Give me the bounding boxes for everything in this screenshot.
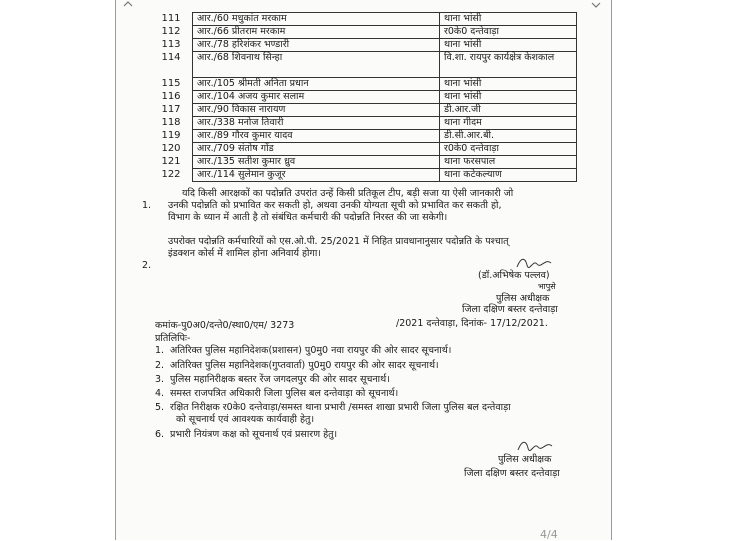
employee-name: आर./66 प्रीतराम मरकाम: [193, 26, 440, 39]
scroll-down-icon[interactable]: [590, 0, 602, 16]
list-item: प्रभारी नियंत्रण कक्ष को सूचनार्थ एवं प्रसारण हेतु।: [170, 429, 338, 440]
list-item: अतिरिक्त पुलिस महानिदेशक(प्रशासन) पु0मु0 नवा रायपुर की ओर सादर सूचनार्थ।: [170, 345, 452, 356]
posting: थाना भांसी: [440, 39, 577, 52]
note-line: यदि किसी आरक्षकों का पदोन्नति उपरांत उन्हें किसी प्रतिकूल टीप, बड़ी सजा या ऐसी जानकारी जो: [182, 188, 514, 199]
signature-scribble: [516, 438, 556, 452]
serial-number: 119: [161, 130, 181, 141]
employee-name: आर./135 सतीश कुमार ध्रुव: [193, 156, 440, 169]
employee-name: आर./78 हरिशंकर भण्डारी: [193, 39, 440, 52]
table-row: [150, 52, 577, 78]
serial-number: 118: [161, 117, 181, 128]
employee-name: आर./68 शिवनाथ सिन्हा: [193, 52, 440, 78]
serial-number: 116: [161, 91, 181, 102]
serial-number: 115: [161, 78, 181, 89]
table-row: [150, 78, 577, 91]
posting: थाना भांसी: [440, 91, 577, 104]
employee-name: आर./114 सुलेमान कुजूर: [193, 169, 440, 182]
employee-name: आर./90 विकास नारायण: [193, 104, 440, 117]
promotion-table: [150, 12, 577, 182]
posting: थाना फरसपाल: [440, 156, 577, 169]
note-number: 1.: [142, 200, 152, 211]
table-row: [150, 91, 577, 104]
officer-title: पुलिस अधीक्षक: [498, 454, 552, 465]
posting: वि.शा. रायपुर कार्यक्षेत्र केशकाल: [440, 52, 577, 78]
note-number: 2.: [142, 260, 152, 271]
serial-number: 120: [161, 143, 181, 154]
table-row: [150, 130, 577, 143]
serial-number: 117: [161, 104, 181, 115]
table-row: [150, 117, 577, 130]
serial-number: 112: [161, 26, 181, 37]
serial-number: 122: [161, 169, 181, 180]
officer-district: जिला दक्षिण बस्तर दन्तेवाड़ा: [462, 304, 558, 315]
officer-title: पुलिस अधीक्षक: [496, 293, 550, 304]
list-item-number: 1.: [155, 345, 165, 356]
list-item: समस्त राजपत्रित अधिकारी जिला पुलिस बल दन्तेवाड़ा को सूचनार्थ।: [170, 388, 399, 399]
list-item-number: 3.: [155, 374, 165, 385]
note-line: उनकी पदोन्नति को प्रभावित कर सकती हो, अथवा उनकी योग्यता सूची को प्रभावित कर सकती हो,: [168, 200, 502, 211]
serial-number: 111: [161, 13, 181, 24]
copy-heading: प्रतिलिपिः-: [155, 333, 191, 344]
place-date: /2021 दन्तेवाड़ा, दिनांक- 17/12/2021.: [396, 318, 548, 329]
note-line: उपरोक्त पदोन्नति कर्मचारियों को एस.ओ.पी. 25/2021 में निहित प्रावधानानुसार पदोन्नति के पश्चात्: [168, 236, 509, 247]
note-line: इंडक्शन कोर्स में शामिल होना अनिवार्य होगा।: [168, 248, 321, 259]
scroll-up-icon[interactable]: [122, 0, 134, 16]
table-row: [150, 39, 577, 52]
employee-name: आर./709 संतोष गोंड: [193, 143, 440, 156]
memo-number: कमांक-पु0अ0/दन्ते0/स्था0/एम/ 3273: [155, 320, 295, 331]
list-item: को सूचनार्थ एवं आवश्यक कार्यवाही हेतु।: [176, 414, 315, 425]
page-number: 4/4: [540, 528, 558, 541]
note-line: विभाग के ध्यान में आती है तो संबंधित कर्मचारी की पदोन्नति निरस्त की जा सकेगी।: [168, 212, 448, 223]
employee-name: आर./105 श्रीमती अनिता प्रधान: [193, 78, 440, 91]
posting: थाना गीदम: [440, 117, 577, 130]
list-item: रक्षित निरीक्षक र0के0 दन्तेवाड़ा/समस्त थाना प्रभारी /समस्त शाखा प्रभारी जिला पुलिस बल दन्तेवाड़ा: [170, 402, 511, 413]
employee-name: आर./89 गौरव कुमार यादव: [193, 130, 440, 143]
list-item-number: 5.: [155, 402, 165, 413]
posting: डी.आर.जी: [440, 104, 577, 117]
table-row: [150, 143, 577, 156]
employee-name: आर./338 मनोज तिवारी: [193, 117, 440, 130]
officer-district: जिला दक्षिण बस्तर दन्तेवाड़ा: [464, 468, 560, 479]
posting: डी.सी.आर.बी.: [440, 130, 577, 143]
officer-name: (डॉ.अभिषेक पल्लव): [478, 270, 550, 281]
posting: र0के0 दन्तेवाड़ा: [440, 26, 577, 39]
employee-name: आर./104 अजय कुमार सलाम: [193, 91, 440, 104]
posting: र0के0 दन्तेवाड़ा: [440, 143, 577, 156]
signature-scribble: [515, 255, 555, 269]
officer-service: भापुसे: [538, 282, 556, 291]
list-item-number: 4.: [155, 388, 165, 399]
serial-number: 114: [161, 51, 181, 63]
serial-number: 121: [161, 156, 181, 167]
posting: थाना भांसी: [440, 13, 577, 26]
list-item-number: 6.: [155, 429, 165, 440]
list-item: अतिरिक्त पुलिस महानिदेशक(गुप्तवार्ता) पु0मु0 रायपुर की ओर सादर सूचनार्थ।: [170, 360, 439, 371]
employee-name: आर./60 मधुकांत मरकाम: [193, 13, 440, 26]
list-item-number: 2.: [155, 360, 165, 371]
posting: थाना कटेकल्याण: [440, 169, 577, 182]
table-row: [150, 26, 577, 39]
table-row: [150, 104, 577, 117]
table-row: [150, 156, 577, 169]
posting: थाना भांसी: [440, 78, 577, 91]
table-row: [150, 13, 577, 26]
list-item: पुलिस महानिरीक्षक बस्तर रेंज जगदलपुर की ओर सादर सूचनार्थ।: [170, 374, 390, 385]
table-row: [150, 169, 577, 182]
serial-number: 113: [161, 39, 181, 50]
